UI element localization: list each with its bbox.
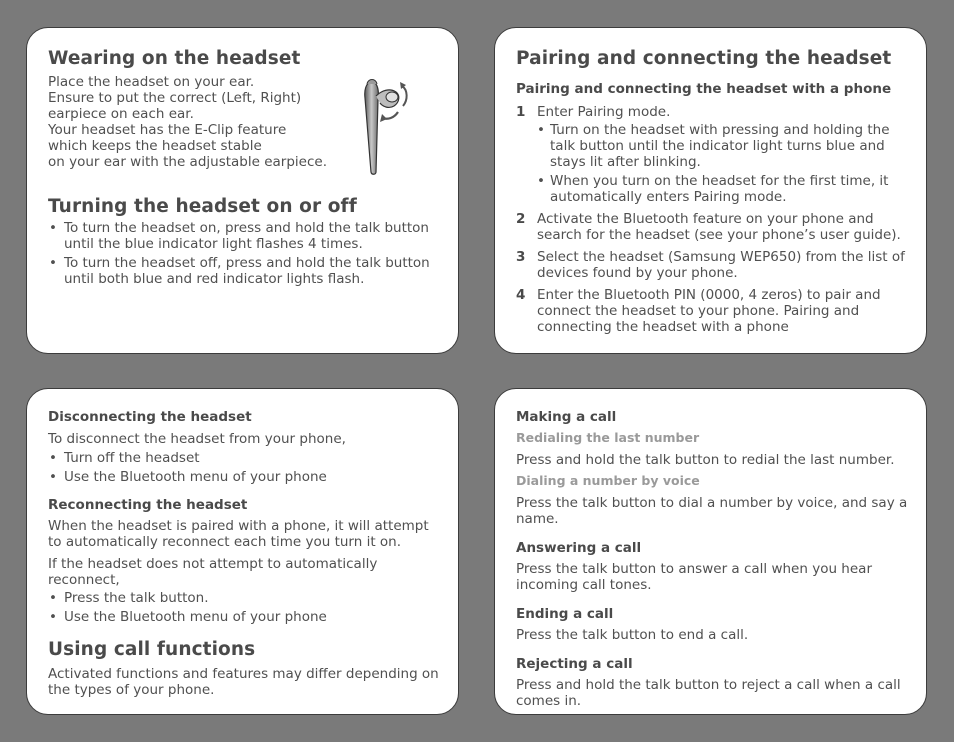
turning-title: Turning the headset on or off <box>48 196 357 217</box>
pairing-step <box>516 287 908 335</box>
list-item: • When you turn on the headset for the first time, it automatically enters Pairing mode. <box>537 173 908 205</box>
rejecting-title: Rejecting a call <box>516 656 633 672</box>
reconnecting-list <box>48 590 327 628</box>
card-connection <box>26 388 459 715</box>
wearing-title: Wearing on the headset <box>48 48 301 69</box>
pairing-steps <box>516 104 908 341</box>
reconnecting-title: Reconnecting the headset <box>48 497 248 513</box>
list-item: • Press the talk button. <box>48 590 327 606</box>
wearing-line: Your headset has the E-Clip feature <box>48 122 287 138</box>
ending-title: Ending a call <box>516 606 614 622</box>
reconnecting-text: If the headset does not attempt to automatically reconnect, <box>48 556 378 588</box>
step-text: Enter the Bluetooth PIN (0000, 4 zeros) to pair and connect the headset to your phone. Pairing and connecting the headset with a phone <box>537 287 881 335</box>
step-number: 4 <box>516 287 526 303</box>
ending-text: Press the talk button to end a call. <box>516 627 749 643</box>
list-item: • Turn off the headset <box>48 450 327 466</box>
answering-title: Answering a call <box>516 540 642 556</box>
call-functions-title: Using call functions <box>48 639 256 660</box>
wearing-line: on your ear with the adjustable earpiece. <box>48 154 327 170</box>
pairing-step <box>516 104 908 205</box>
step-sub-list <box>537 122 908 205</box>
card-call-functions <box>494 388 927 715</box>
step-text: Activate the Bluetooth feature on your phone and search for the headset (see your phone’s user guide). <box>537 211 901 243</box>
reconnecting-text: When the headset is paired with a phone, it will attempt to automatically reconnect each time you turn it on. <box>48 518 429 550</box>
redial-text: Press and hold the talk button to redial the last number. <box>516 452 895 468</box>
pairing-step <box>516 211 908 243</box>
disconnecting-title: Disconnecting the headset <box>48 409 252 425</box>
list-item: • Turn on the headset with pressing and holding the talk button until the indicator light turns blue and stays lit after blinking. <box>537 122 908 170</box>
turning-list <box>48 220 443 290</box>
pairing-step <box>516 249 908 281</box>
wearing-line: Ensure to put the correct (Left, Right) <box>48 90 302 106</box>
step-text: Enter Pairing mode. <box>537 104 671 120</box>
headset-illustration <box>356 76 418 178</box>
pairing-title: Pairing and connecting the headset <box>516 48 892 69</box>
voice-dial-title: Dialing a number by voice <box>516 473 700 488</box>
list-item: • To turn the headset on, press and hold the talk button until the blue indicator light flashes 4 times. <box>48 220 443 252</box>
step-number: 3 <box>516 249 526 265</box>
making-call-title: Making a call <box>516 409 617 425</box>
card-wearing-and-power <box>26 27 459 354</box>
redial-title: Redialing the last number <box>516 430 700 445</box>
wearing-instructions <box>48 74 348 170</box>
wearing-line: earpiece on each ear. <box>48 106 194 122</box>
wearing-line: which keeps the headset stable <box>48 138 262 154</box>
step-number: 1 <box>516 104 526 120</box>
list-item: • Use the Bluetooth menu of your phone <box>48 469 327 485</box>
list-item: • To turn the headset off, press and hold the talk button until both blue and red indicator lights flash. <box>48 255 443 287</box>
rejecting-text: Press and hold the talk button to reject a call when a call comes in. <box>516 677 901 709</box>
disconnecting-text: To disconnect the headset from your phone, <box>48 431 346 447</box>
step-text: Select the headset (Samsung WEP650) from the list of devices found by your phone. <box>537 249 905 281</box>
call-functions-text: Activated functions and features may differ depending on the types of your phone. <box>48 666 439 698</box>
disconnecting-list <box>48 450 327 488</box>
list-item: • Use the Bluetooth menu of your phone <box>48 609 327 625</box>
wearing-line: Place the headset on your ear. <box>48 74 255 90</box>
card-pairing <box>494 27 927 354</box>
step-number: 2 <box>516 211 526 227</box>
voice-dial-text: Press the talk button to dial a number by voice, and say a name. <box>516 495 908 527</box>
pairing-subtitle: Pairing and connecting the headset with a phone <box>516 81 892 97</box>
answering-text: Press the talk button to answer a call when you hear incoming call tones. <box>516 561 872 593</box>
